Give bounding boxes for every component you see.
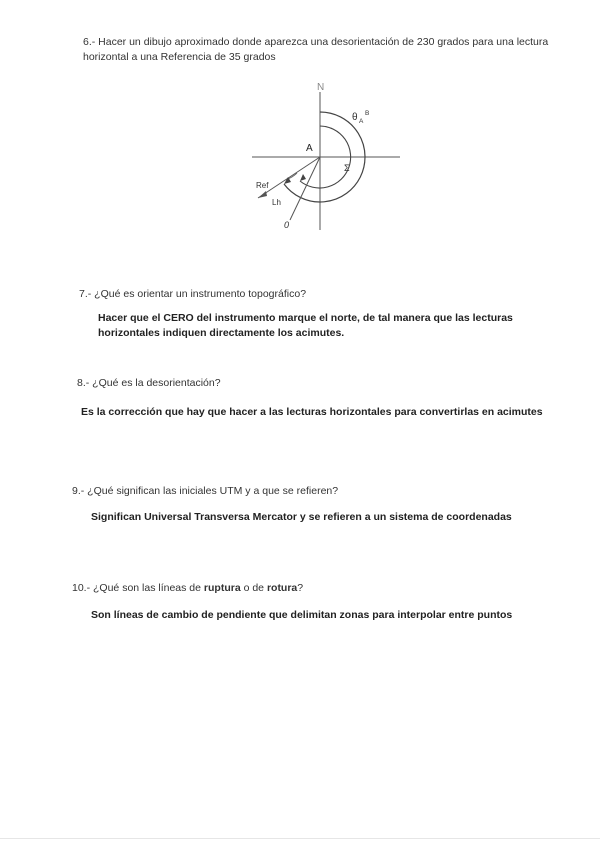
question-6: 6.- Hacer un dibujo aproximado donde aparezca una desorientación de 230 grados para una lectura horizontal a una Referencia de 35 grados bbox=[83, 36, 549, 63]
azimuth-subscript: A bbox=[359, 118, 364, 125]
page-bottom-edge bbox=[0, 838, 600, 839]
reference-arrowhead bbox=[258, 191, 267, 198]
question-7: 7.- ¿Qué es orientar un instrumento topográfico? bbox=[79, 288, 307, 300]
azimuth-superscript: B bbox=[365, 110, 370, 117]
sigma-label: Σ bbox=[344, 163, 350, 173]
zero-label: 0 bbox=[284, 220, 290, 230]
question-10-term-ruptura: ruptura bbox=[203, 582, 241, 594]
diagram-svg bbox=[240, 78, 410, 238]
answer-10: Son líneas de cambio de pendiente que delimitan zonas para interpolar entre puntos bbox=[91, 609, 513, 621]
answer-9: Significan Universal Transversa Mercator y se refieren a un sistema de coordenadas bbox=[91, 511, 512, 523]
question-10-mid: o de bbox=[240, 582, 267, 594]
azimuth-label: θ bbox=[352, 112, 358, 123]
question-10-suffix: ? bbox=[297, 582, 304, 594]
point-a-label: A bbox=[306, 143, 313, 154]
desorientation-diagram bbox=[240, 78, 410, 238]
north-label: N bbox=[317, 82, 325, 93]
question-10-prefix: 10.- ¿Qué son las líneas de bbox=[72, 582, 204, 594]
question-10-term-rotura: rotura bbox=[266, 582, 298, 594]
sigma-arrowhead bbox=[300, 174, 306, 181]
question-8: 8.- ¿Qué es la desorientación? bbox=[77, 377, 221, 389]
answer-7: Hacer que el CERO del instrumento marque el norte, de tal manera que las lecturas horizontales indiquen directamente los acimutes. bbox=[98, 312, 513, 339]
question-10 bbox=[72, 581, 552, 596]
lh-label: Lh bbox=[272, 198, 281, 207]
answer-8: Es la corrección que hay que hacer a las lecturas horizontales para convertirlas en acimutes bbox=[81, 406, 543, 418]
question-9: 9.- ¿Qué significan las iniciales UTM y a que se refieren? bbox=[72, 485, 339, 497]
ref-label: Ref bbox=[256, 181, 269, 190]
